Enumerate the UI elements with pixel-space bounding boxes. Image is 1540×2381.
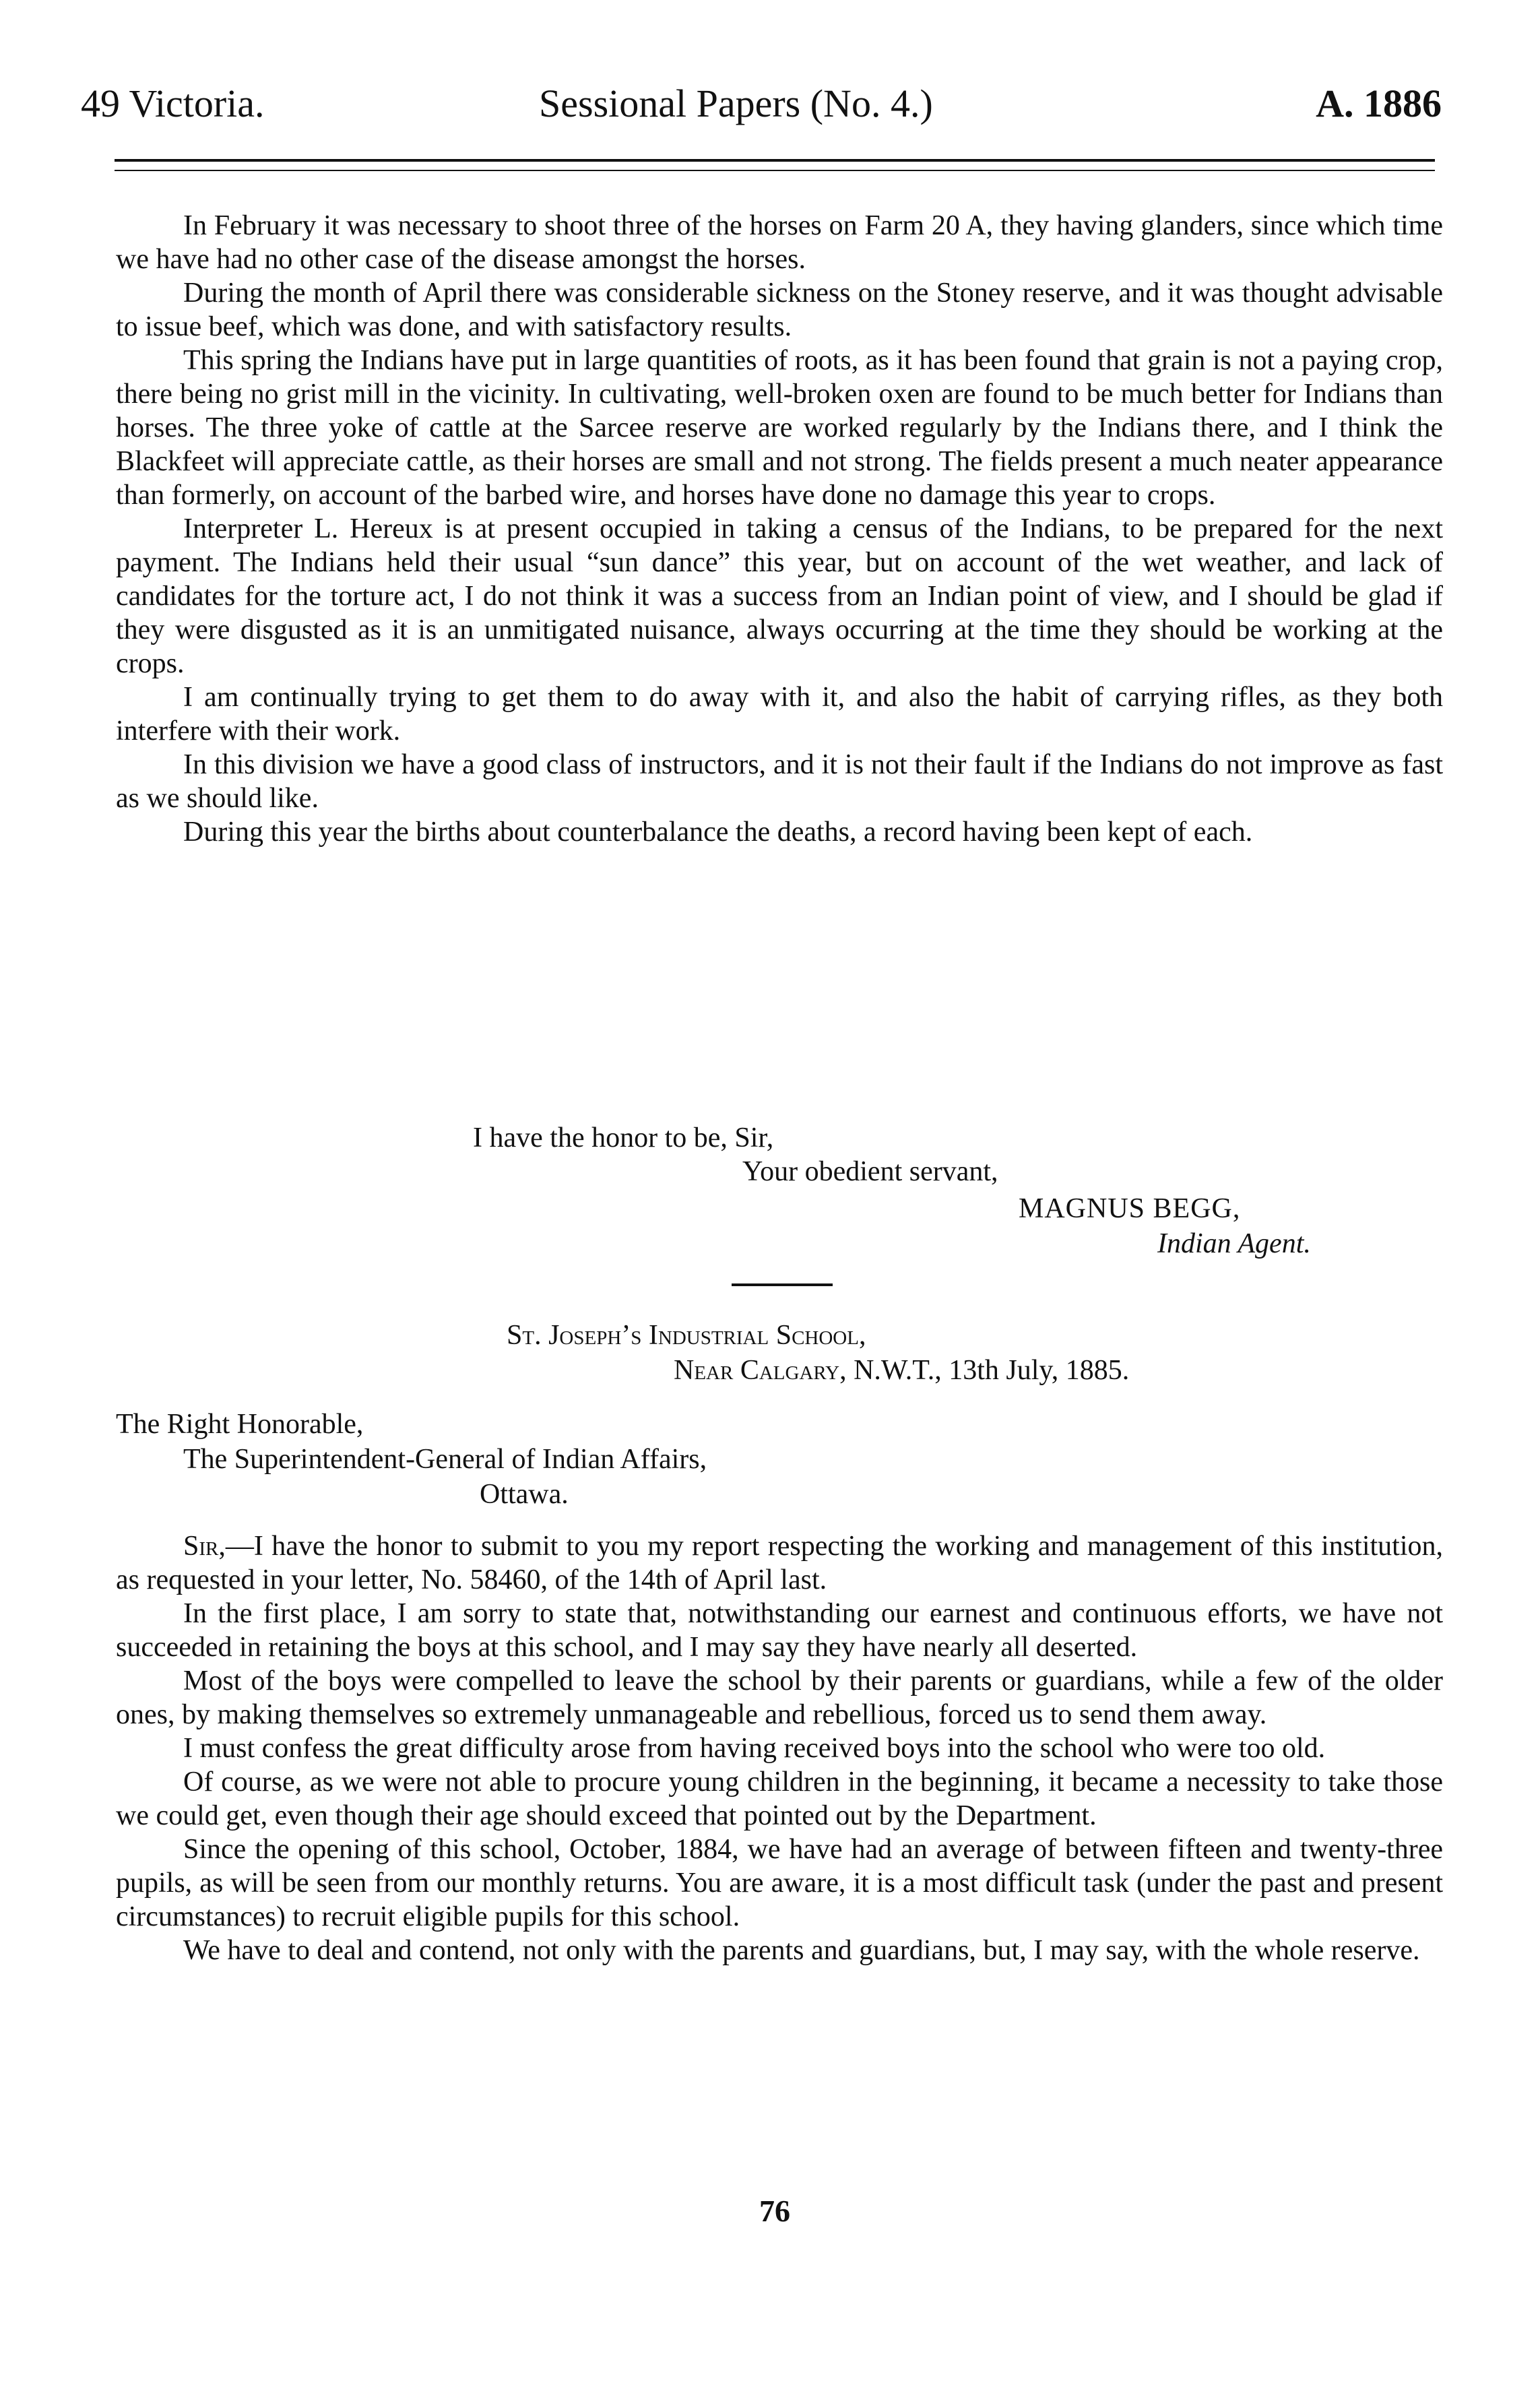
addressee-line-1: The Right Honorable, (116, 1409, 364, 1440)
addressee-line-3: Ottawa. (480, 1479, 569, 1510)
salutation: Sir, (183, 1531, 226, 1562)
paragraph: In February it was necessary to shoot three of the horses on Farm 20 A, they having glanders, since which time we have had no other case of the disease amongst the horses. (116, 210, 1443, 275)
paragraph-text: —I have the honor to submit to you my report respecting the working and management of this institution, as requested in your letter, No. 58460, of the 14th of April last. (116, 1531, 1443, 1595)
paragraph: Of course, as we were not able to procure young children in the beginning, it became a necessity to take those we could get, even though their age should exceed that pointed out by the Department. (116, 1767, 1443, 1831)
paragraph: I must confess the great difficulty arose from having received boys into the school who were too old. (183, 1733, 1326, 1764)
header-session: 49 Victoria. (81, 82, 265, 125)
letter-body (116, 1529, 1443, 1967)
header-rule-thick (115, 159, 1435, 162)
page-body (116, 209, 1443, 849)
header-year: A. 1886 (1316, 82, 1442, 125)
section-divider (732, 1283, 833, 1286)
paragraph: Most of the boys were compelled to leave the school by their parents or guardians, while a few of the older ones, by making themselves so extremely unmanageable and rebellious, forced us to send them away. (116, 1665, 1443, 1730)
letter-place-line-1: St. Joseph’s Industrial School, (507, 1320, 866, 1351)
addressee-line-2: The Superintendent-General of Indian Affairs, (183, 1444, 707, 1475)
header-series: Sessional Papers (No. 4.) (539, 82, 933, 125)
paragraph (116, 1529, 1443, 1597)
paragraph: We have to deal and contend, not only with the parents and guardians, but, I may say, with the whole reserve. (183, 1935, 1420, 1966)
paragraph: In the first place, I am sorry to state that, notwithstanding our earnest and continuous efforts, we have not succeeded in retaining the boys at this school, and I may say they have nearly all deserted. (116, 1598, 1443, 1663)
running-header (81, 81, 1442, 135)
closing-line-1: I have the honor to be, Sir, (473, 1122, 774, 1153)
signatory-title: Indian Agent. (1157, 1228, 1311, 1259)
place-date: N.W.T., 13th July, 1885. (854, 1355, 1130, 1386)
paragraph: In this division we have a good class of instructors, and it is not their fault if the Indians do not improve as fast as we should like. (116, 749, 1443, 814)
paragraph: Interpreter L. Hereux is at present occupied in taking a census of the Indians, to be prepared for the next payment. The Indians held their usual “sun dance” this year, but on account of the wet weather, and lack of candidates for the torture act, I do not think it was a success from an Indian point of view, and I should be glad if they were disgusted as it is an unmitigated nuisance, always occurring at the time they should be working at the crops. (116, 513, 1443, 679)
paragraph: This spring the Indians have put in large quantities of roots, as it has been found that grain is not a paying crop, there being no grist mill in the vicinity. In cultivating, well-broken oxen are found to be much better for Indians than horses. The three yoke of cattle at the Sarcee reserve are worked regularly by the Indians there, and I think the Blackfeet will appreciate cattle, as their horses are small and not strong. The fields present a much neater appearance than formerly, on account of the barbed wire, and horses have done no damage this year to crops. (116, 345, 1443, 511)
paragraph: During the month of April there was considerable sickness on the Stoney reserve, and it was thought advisable to issue beef, which was done, and with satisfactory results. (116, 278, 1443, 342)
closing-line-2: Your obedient servant, (742, 1156, 998, 1187)
paragraph: Since the opening of this school, October, 1884, we have had an average of between fifteen and twenty-three pupils, as will be seen from our monthly returns. You are aware, it is a most difficult task (under the past and present circumstances) to recruit eligible pupils for this school. (116, 1834, 1443, 1932)
header-rule-thin (115, 170, 1435, 171)
signature: MAGNUS BEGG, (1019, 1193, 1241, 1224)
page-number: 76 (759, 2194, 790, 2228)
letter-place-line-2 (674, 1354, 1129, 1387)
place-name: Near Calgary, (674, 1355, 847, 1386)
paragraph: During this year the births about counterbalance the deaths, a record having been kept of each. (183, 817, 1253, 848)
paragraph: I am continually trying to get them to do away with it, and also the habit of carrying rifles, as they both interfere with their work. (116, 682, 1443, 747)
